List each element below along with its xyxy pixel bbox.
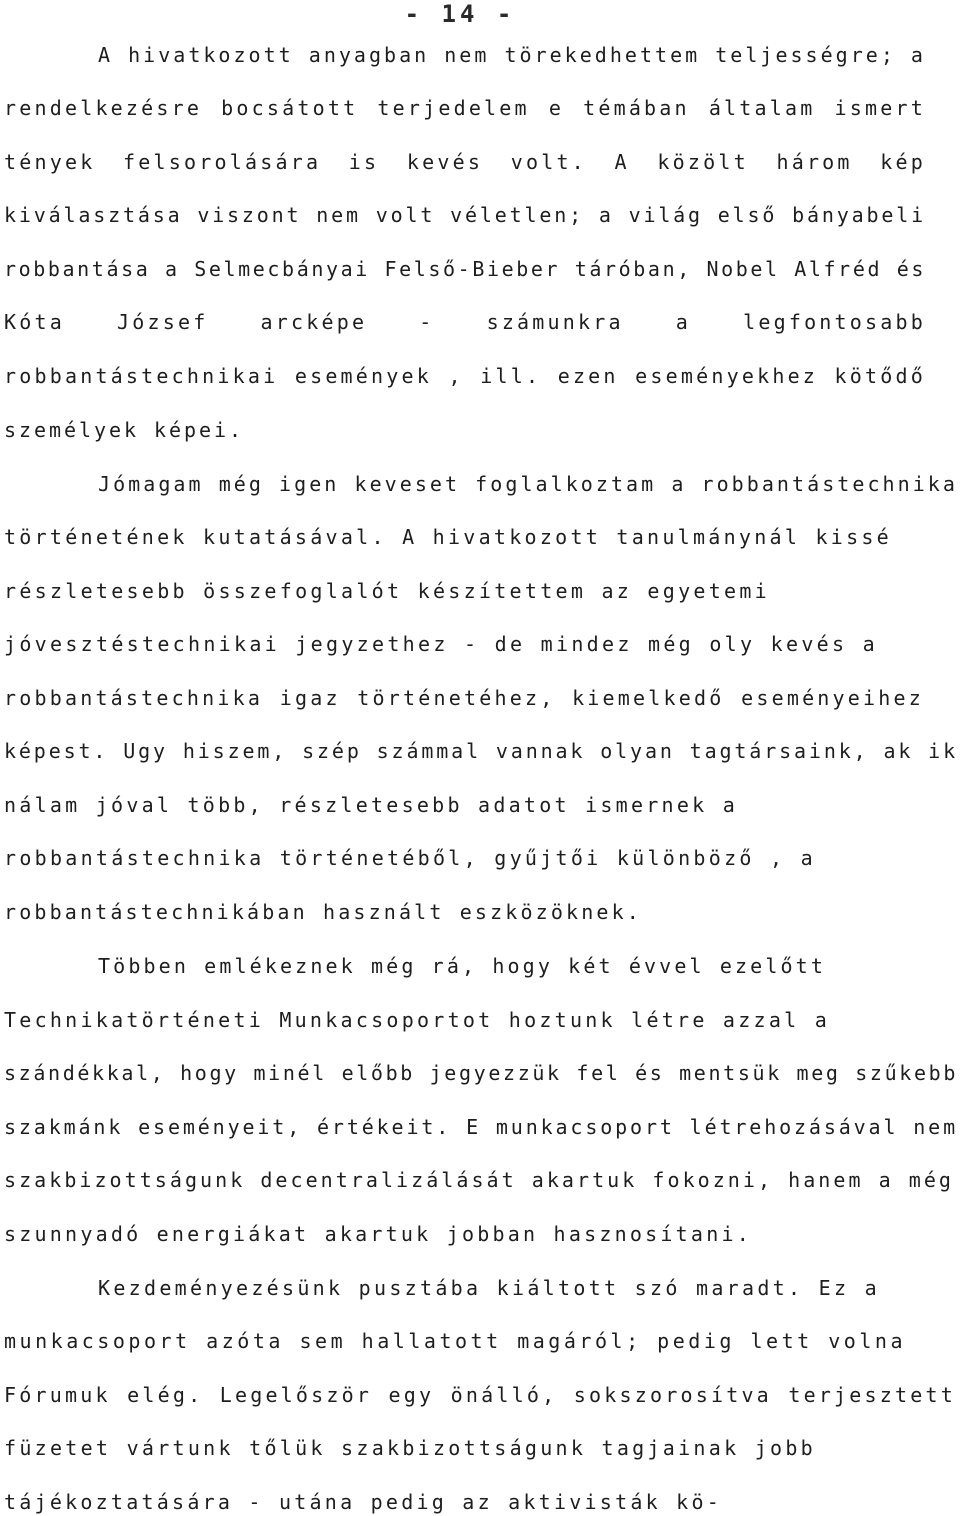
text-line: képest. Ugy hiszem, szép számmal vannak olyan tagtársaink, ak ik — [4, 739, 958, 763]
text-line: szándékkal, hogy minél előbb jegyezzük fel és mentsük meg szűkebb — [4, 1061, 958, 1085]
text-line: jóvesztéstechnikai jegyzethez - de mindez még oly kevés a — [4, 632, 878, 656]
text-line: Kóta József arcképe - számunkra a legfontosabb — [4, 310, 926, 334]
text-line: Jómagam még igen keveset foglalkoztam a robbantástechnika — [98, 472, 958, 496]
text-line: részletesebb összefoglalót készítettem az egyetemi — [4, 579, 770, 603]
text-line: A hivatkozott anyagban nem törekedhettem teljességre; a — [98, 43, 926, 67]
text-line: tények felsorolására is kevés volt. A közölt három kép — [4, 150, 926, 174]
text-line: személyek képei. — [4, 418, 244, 442]
text-line: Kezdeményezésünk pusztába kiáltott szó maradt. Ez a — [98, 1276, 880, 1300]
text-line: Többen emlékeznek még rá, hogy két évvel ezelőtt — [98, 954, 826, 978]
page-number: - 14 - — [404, 0, 516, 28]
text-line: Technikatörténeti Munkacsoportot hoztunk létre azzal a — [4, 1008, 830, 1032]
text-line: Fórumuk elég. Legelőször egy önálló, sokszorosítva terjesztett — [4, 1383, 956, 1407]
text-line: kiválasztása viszont nem volt véletlen; a világ első bányabeli — [4, 203, 926, 227]
text-line: robbantástechnika igaz történetéhez, kiemelkedő eseményeihez — [4, 686, 924, 710]
text-line: szunnyadó energiákat akartuk jobban hasznosítani. — [4, 1222, 752, 1246]
text-line: robbantástechnika történetéből, gyűjtői különböző , a — [4, 846, 816, 870]
text-line: szakmánk eseményeit, értékeit. E munkacsoport létrehozásával nem — [4, 1115, 958, 1139]
text-line: szakbizottságunk decentralizálását akartuk fokozni, hanem a még — [4, 1168, 954, 1192]
text-line: robbantástechnikában használt eszközöknek. — [4, 900, 642, 924]
text-line: munkacsoport azóta sem hallatott magáról; pedig lett volna — [4, 1329, 906, 1353]
text-line: robbantástechnikai események , ill. ezen eseményekhez kötődő — [4, 364, 926, 388]
text-line: rendelkezésre bocsátott terjedelem e témában általam ismert — [4, 96, 926, 120]
text-line: történetének kutatásával. A hivatkozott tanulmánynál kissé — [4, 525, 892, 549]
text-line: nálam jóval több, részletesebb adatot ismernek a — [4, 793, 738, 817]
text-line: tájékoztatására - utána pedig az aktivisták kö- — [4, 1490, 722, 1514]
text-line: füzetet vártunk tőlük szakbizottságunk tagjainak jobb — [4, 1436, 816, 1460]
text-line: robbantása a Selmecbányai Felső-Bieber táróban, Nobel Alfréd és — [4, 257, 926, 281]
